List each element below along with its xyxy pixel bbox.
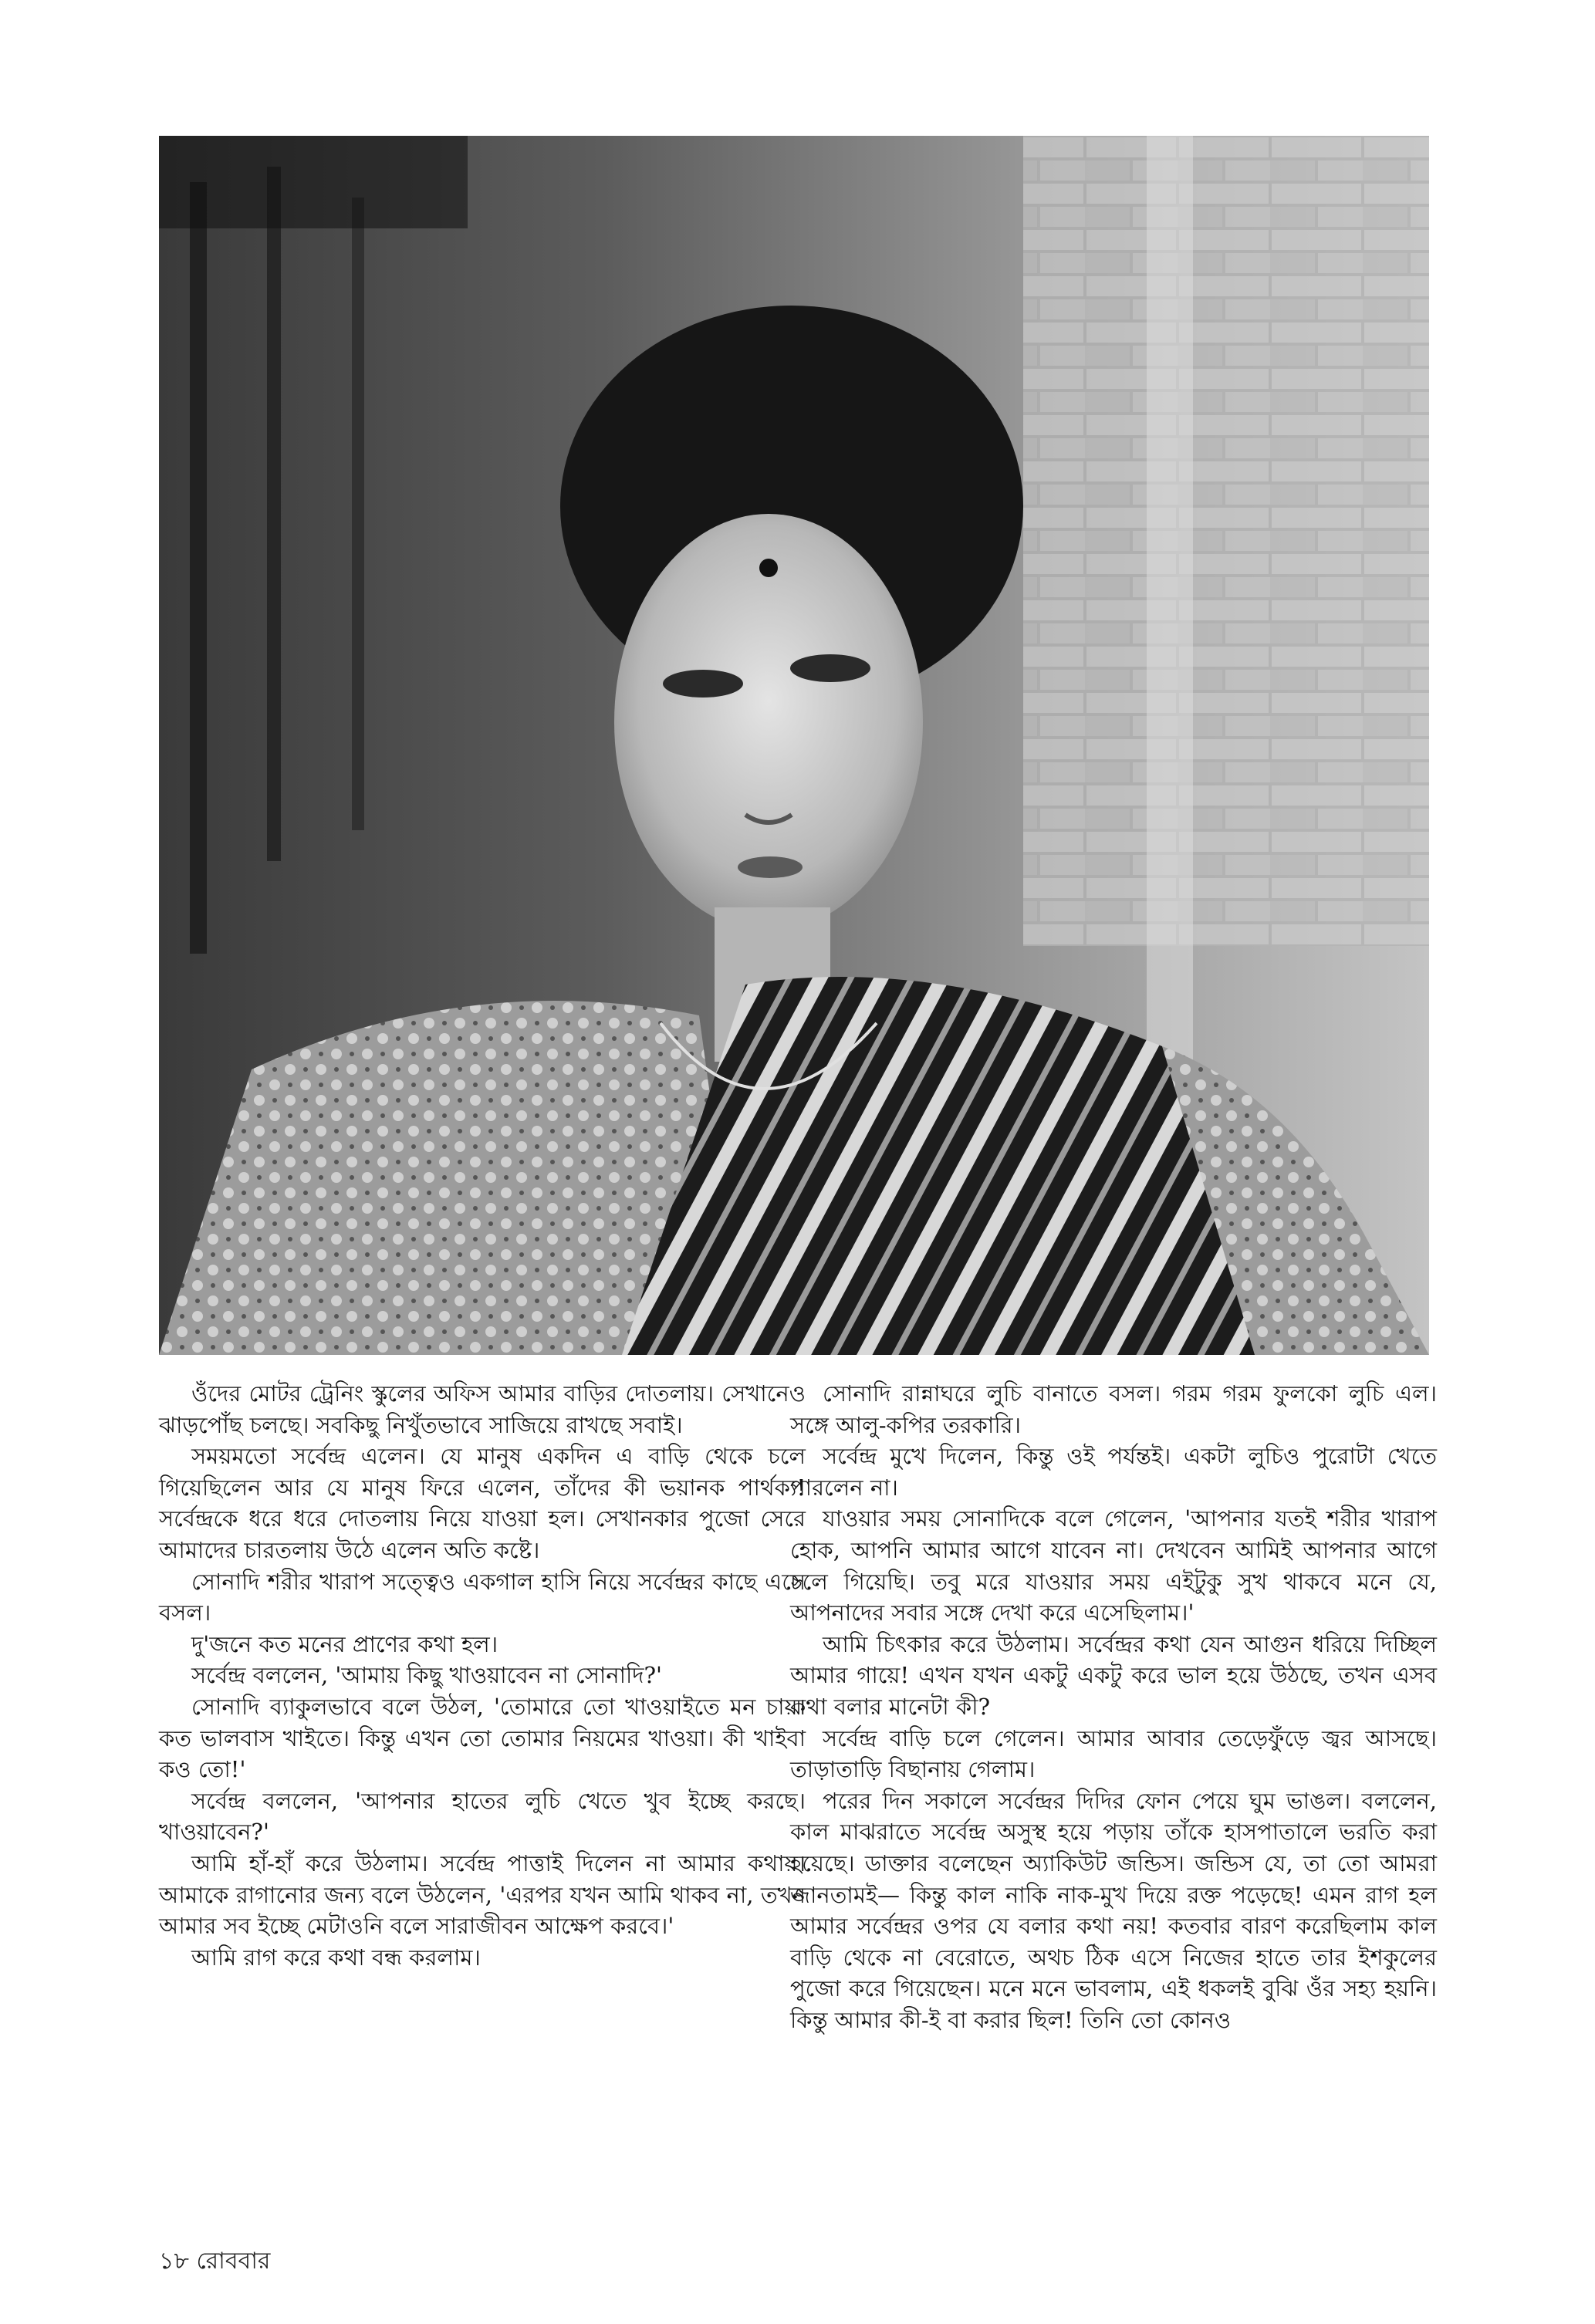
article-paragraph: পরের দিন সকালে সর্বেন্দ্রর দিদির ফোন পেয়ে ঘুম ভাঙল। বললেন, কাল মাঝরাতে সর্বেন্দ্র অসুস্থ হয়ে পড়ায় তাঁকে হাসপাতালে ভরতি করা হয়েছে। ডাক্তার বলেছেন অ্যাকিউট জন্ডিস। জন্ডিস যে, তা তো আমরা জানতামই— কিন্তু কাল নাকি নাক-মুখ দিয়ে রক্ত পড়েছে! এমন রাগ হল আমার সর্বেন্দ্রর ওপর যে বলার কথা নয়! কতবার বারণ করেছিলাম কাল বাড়ি থেকে না বেরোতে, অথচ ঠিক এসে নিজের হাতে তার ইশকুলের পুজো করে গিয়েছেন। মনে মনে ভাবলাম, এই ধকলই বুঝি ওঁর সহ্য হয়নি। কিন্তু আমার কী-ই বা করার ছিল! তিনি তো কোনও	[790, 1787, 1437, 2033]
article-paragraph: সর্বেন্দ্র বাড়ি চলে গেলেন। আমার আবার তেড়েফুঁড়ে জ্বর আসছে। তাড়াতাড়ি বিছানায় গেলাম।	[790, 1724, 1437, 1783]
article-column-left	[159, 1378, 806, 1973]
article-paragraph: আমি চিৎকার করে উঠলাম। সর্বেন্দ্রর কথা যেন আগুন ধরিয়ে দিচ্ছিল আমার গায়ে! এখন যখন একটু একটু করে ভাল হয়ে উঠছে, তখন এসব কথা বলার মানেটা কী?	[790, 1630, 1437, 1720]
article-paragraph: যাওয়ার সময় সোনাদিকে বলে গেলেন, 'আপনার যতই শরীর খারাপ হোক, আপনি আমার আগে যাবেন না। দেখবেন আমিই আপনার আগে চলে গিয়েছি। তবু মরে যাওয়ার সময় এইটুকু সুখ থাকবে মনে যে, আপনাদের সবার সঙ্গে দেখা করে এসেছিলাম।'	[790, 1505, 1437, 1626]
article-paragraph: সর্বেন্দ্র বললেন, 'আপনার হাতের লুচি খেতে খুব ইচ্ছে করছে। খাওয়াবেন?'	[159, 1787, 806, 1846]
article-paragraph: আমি হাঁ-হাঁ করে উঠলাম। সর্বেন্দ্র পাত্তাই দিলেন না আমার কথায়। আমাকে রাগানোর জন্য বলে উঠলেন, 'এরপর যখন আমি থাকব না, তখন আমার সব ইচ্ছে মেটাওনি বলে সারাজীবন আক্ষেপ করবে।'	[159, 1849, 806, 1940]
film-still-photo	[159, 136, 1429, 1355]
article-paragraph: সোনাদি শরীর খারাপ সত্ত্বেও একগাল হাসি নিয়ে সর্বেন্দ্রর কাছে এসে বসল।	[159, 1568, 806, 1626]
article-paragraph: দু'জনে কত মনের প্রাণের কথা হল।	[191, 1630, 498, 1657]
article-paragraph: আমি রাগ করে কথা বন্ধ করলাম।	[191, 1944, 481, 1971]
article-paragraph: সর্বেন্দ্র বললেন, 'আমায় কিছু খাওয়াবেন না সোনাদি?'	[191, 1662, 663, 1689]
article-paragraph: ওঁদের মোটর ট্রেনিং স্কুলের অফিস আমার বাড়ির দোতলায়। সেখানেও ঝাড়পোঁছ চলছে। সবকিছু নিখুঁতভাবে সাজিয়ে রাখছে সবাই।	[159, 1380, 806, 1438]
page-folio: ১৮ রোববার	[159, 2248, 271, 2275]
article-paragraph: সোনাদি রান্নাঘরে লুচি বানাতে বসল। গরম গরম ফুলকো লুচি এল। সঙ্গে আলু-কপির তরকারি।	[790, 1380, 1437, 1438]
article-column-right	[790, 1378, 1437, 2035]
photo-portrait-image	[159, 136, 1429, 1355]
article-paragraph: সোনাদি ব্যাকুলভাবে বলে উঠল, 'তোমারে তো খাওয়াইতে মন চায়। কত ভালবাস খাইতে। কিন্তু এখন তো তোমার নিয়মের খাওয়া। কী খাইবা কও তো!'	[159, 1693, 806, 1783]
article-paragraph: সময়মতো সর্বেন্দ্র এলেন। যে মানুষ একদিন এ বাড়ি থেকে চলে গিয়েছিলেন আর যে মানুষ ফিরে এলেন, তাঁদের কী ভয়ানক পার্থক্য! সর্বেন্দ্রকে ধরে ধরে দোতলায় নিয়ে যাওয়া হল। সেখানকার পুজো সেরে আমাদের চারতলায় উঠে এলেন অতি কষ্টে।	[159, 1443, 806, 1563]
article-paragraph: সর্বেন্দ্র মুখে দিলেন, কিন্তু ওই পর্যন্তই। একটা লুচিও পুরোটা খেতে পারলেন না।	[790, 1443, 1437, 1501]
